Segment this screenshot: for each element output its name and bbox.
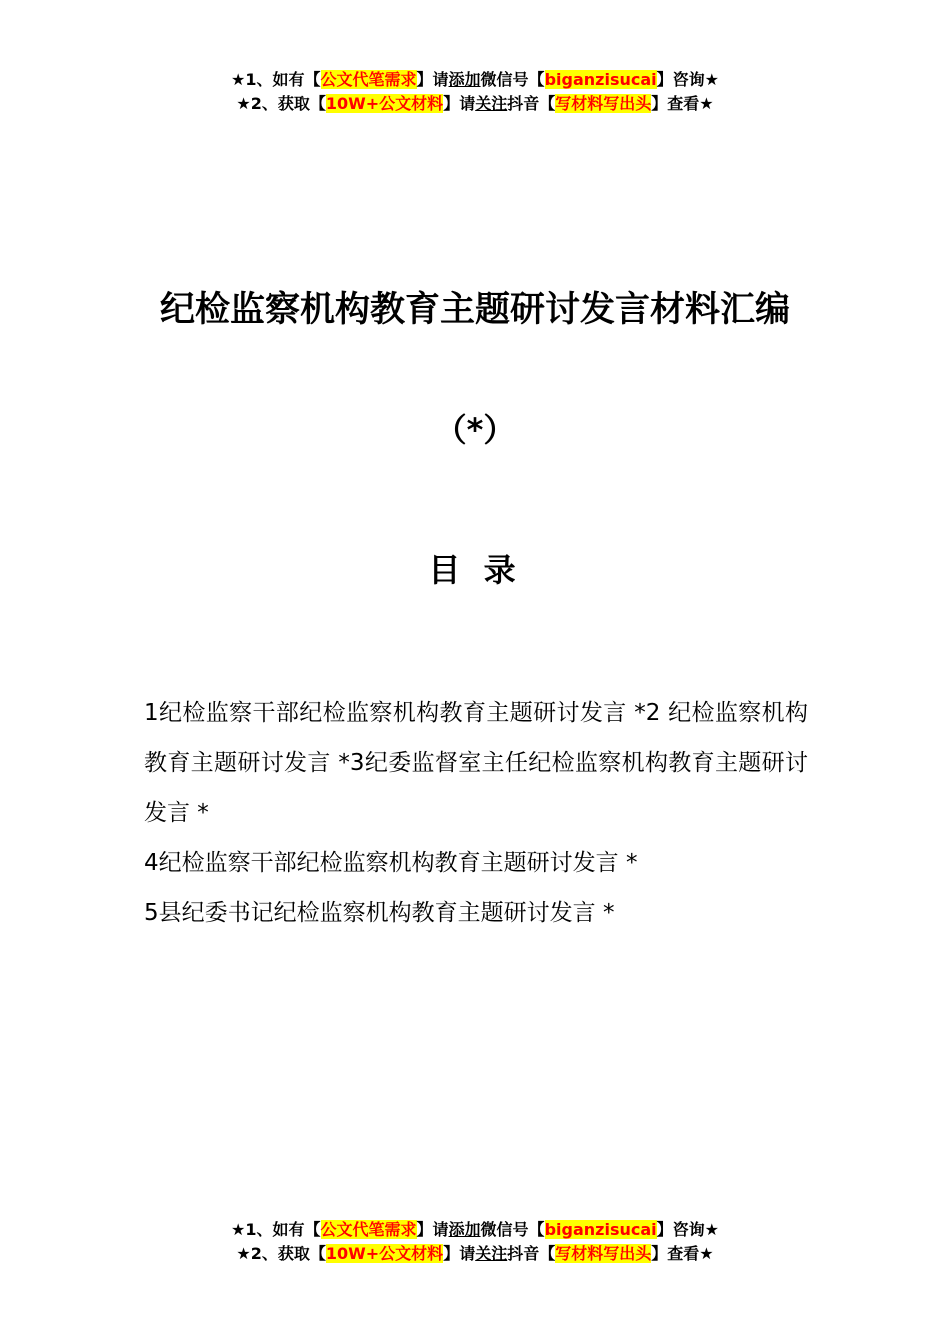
banner-text: 】查看★	[651, 94, 714, 113]
banner-highlight: 公文代笔需求	[320, 70, 417, 89]
banner-text: 抖音【	[507, 1244, 556, 1263]
banner-text: 】请	[443, 1244, 476, 1263]
header-banner-line-1	[0, 68, 950, 92]
banner-text: 】请	[443, 94, 476, 113]
banner-text: 】咨询★	[656, 1220, 719, 1239]
banner-text: 】请	[416, 1220, 449, 1239]
banner-highlight: 写材料写出头	[555, 94, 652, 113]
banner-highlight: 10W+公文材料	[325, 1244, 444, 1263]
footer-banner	[0, 1218, 950, 1266]
banner-underline: 关注	[475, 1244, 508, 1263]
toc-paragraph-1: 1纪检监察干部纪检监察机构教育主题研讨发言 *2 纪检监察机构教育主题研讨发言 *3纪委监督室主任纪检监察机构教育主题研讨发言 *	[144, 700, 808, 826]
banner-text: ★2、获取【	[236, 94, 326, 113]
banner-underline: 添加	[448, 1220, 481, 1239]
banner-text: ★2、获取【	[236, 1244, 326, 1263]
banner-underline: 关注	[475, 94, 508, 113]
banner-text: 】请	[416, 70, 449, 89]
banner-text: 】查看★	[651, 1244, 714, 1263]
banner-text: ★1、如有【	[231, 70, 321, 89]
header-banner	[0, 68, 950, 116]
toc-heading: 目 录	[428, 551, 522, 589]
banner-text: 】咨询★	[656, 70, 719, 89]
banner-highlight: 公文代笔需求	[320, 1220, 417, 1239]
banner-text: 抖音【	[507, 94, 556, 113]
document-title: 纪检监察机构教育主题研讨发言材料汇编	[159, 290, 790, 330]
banner-highlight: biganzisucai	[544, 1220, 657, 1239]
banner-text: 微信号【	[480, 70, 545, 89]
table-of-contents	[144, 688, 808, 938]
banner-underline: 添加	[448, 70, 481, 89]
banner-text: ★1、如有【	[231, 1220, 321, 1239]
banner-highlight: 写材料写出头	[555, 1244, 652, 1263]
toc-entry-4: 4纪检监察干部纪检监察机构教育主题研讨发言 *	[144, 850, 638, 876]
footer-banner-line-2	[0, 1242, 950, 1266]
banner-highlight: 10W+公文材料	[325, 94, 444, 113]
header-banner-line-2	[0, 92, 950, 116]
banner-text: 微信号【	[480, 1220, 545, 1239]
footer-banner-line-1	[0, 1218, 950, 1242]
document-subtitle: （*）	[434, 411, 516, 449]
toc-entry-5: 5县纪委书记纪检监察机构教育主题研讨发言 *	[144, 900, 615, 926]
banner-highlight: biganzisucai	[544, 70, 657, 89]
